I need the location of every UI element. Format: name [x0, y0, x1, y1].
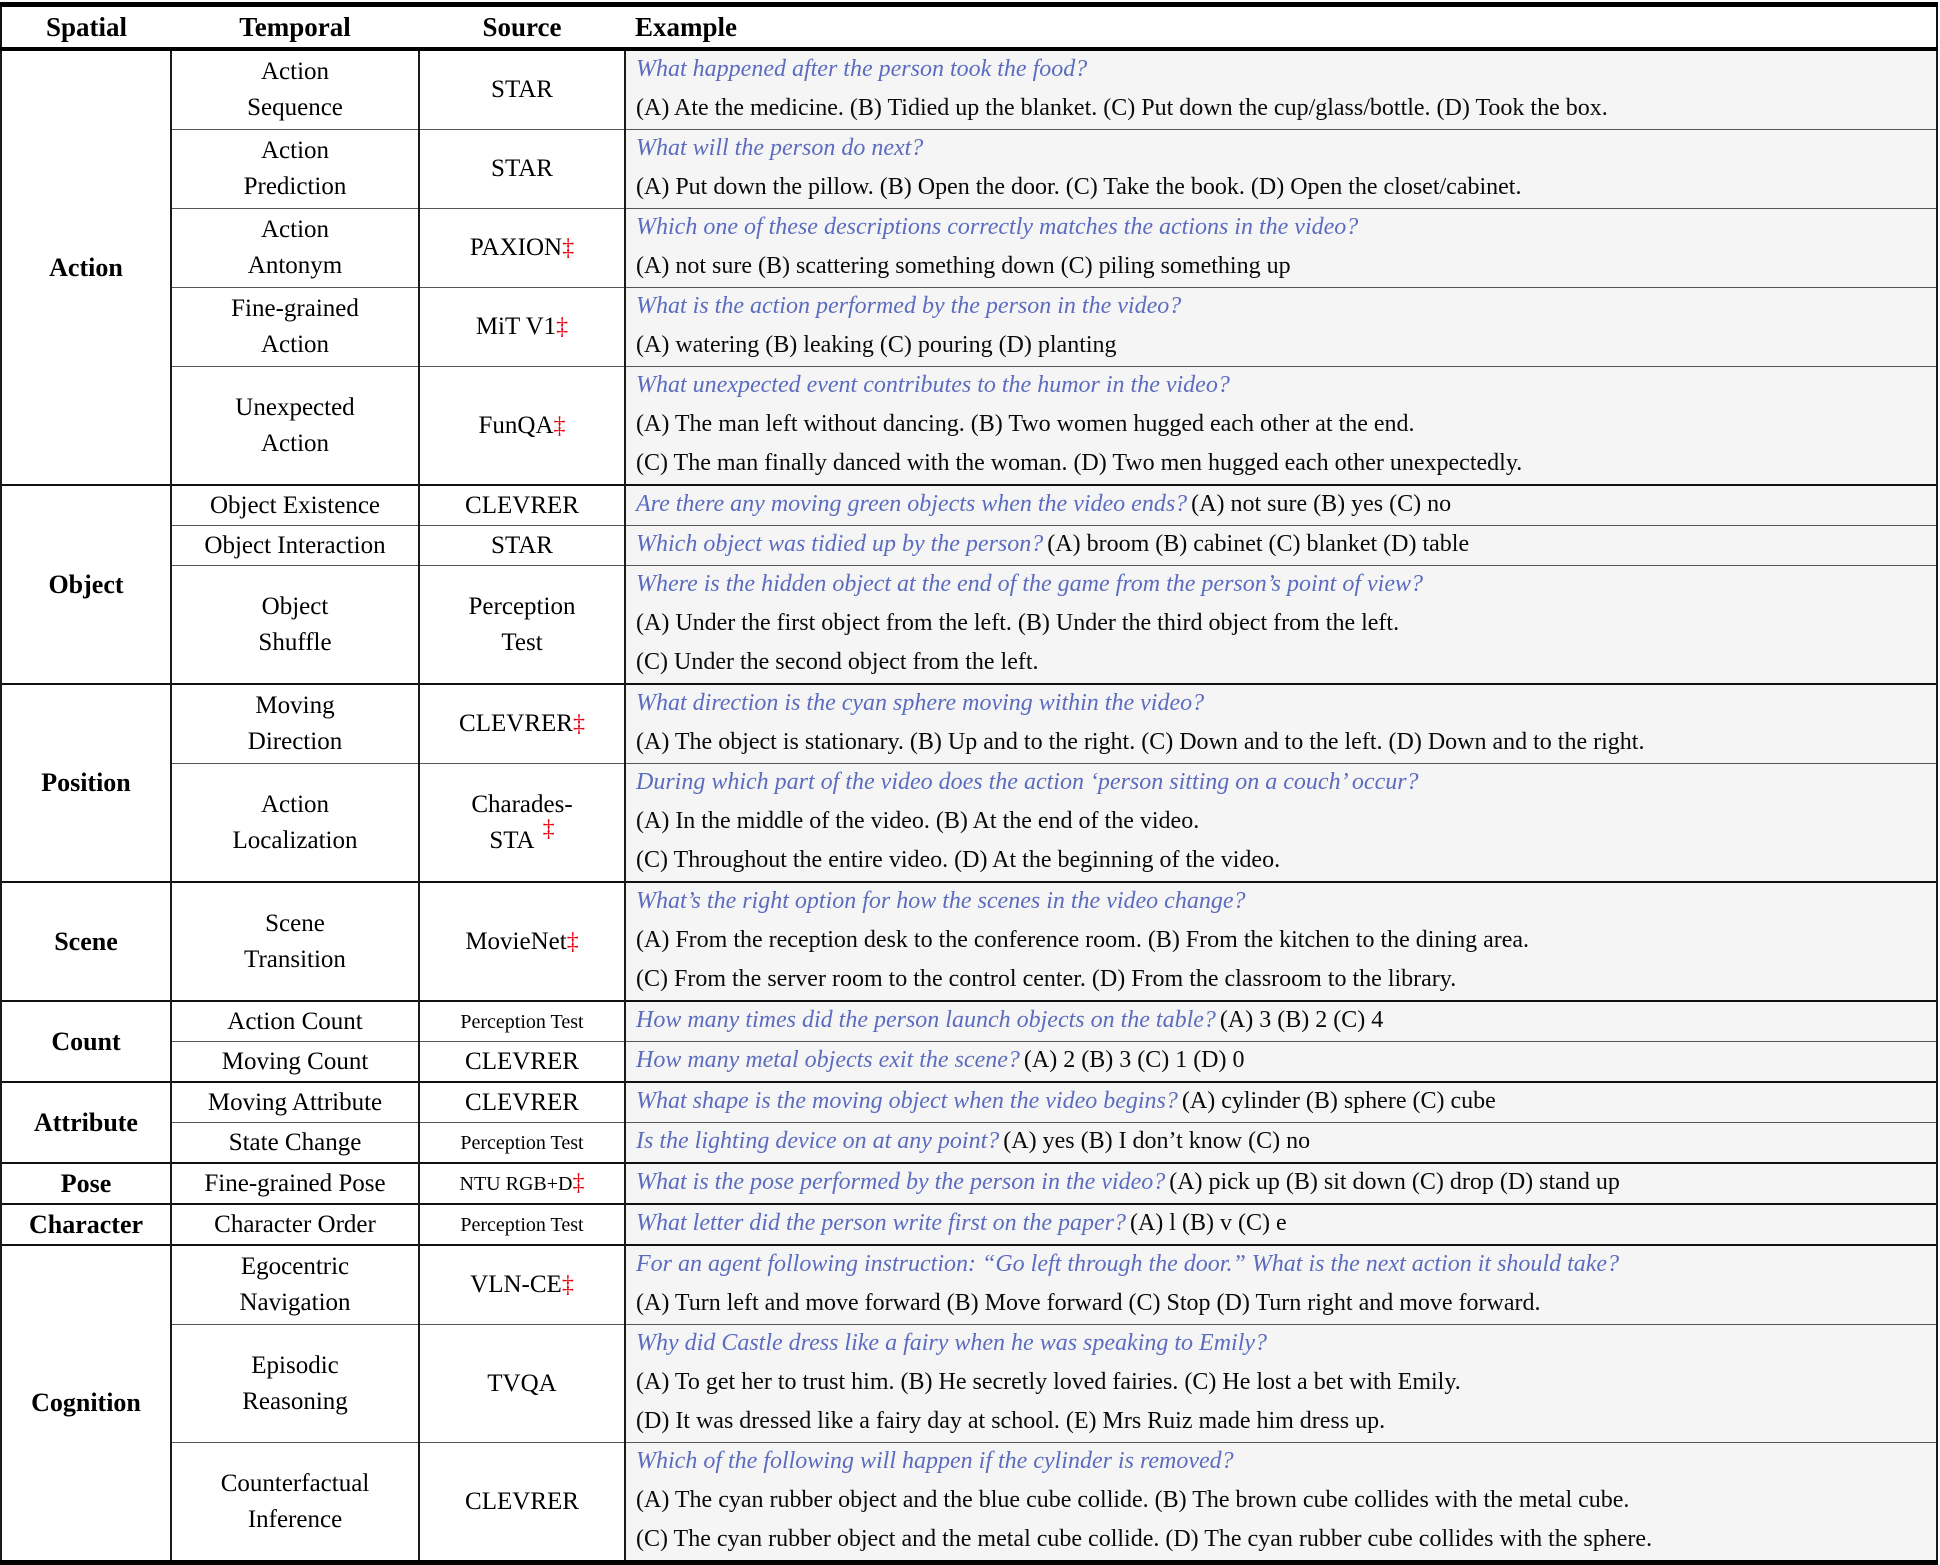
double-dagger-marker: ‡ — [556, 314, 569, 340]
temporal-task-label: Unexpected — [235, 393, 355, 421]
source-dataset-cell — [419, 1163, 625, 1204]
temporal-task-cell — [171, 1204, 419, 1245]
spatial-category-label: Position — [41, 768, 131, 797]
example-line — [636, 1403, 1926, 1442]
source-dataset-label: TVQA — [487, 1369, 557, 1397]
temporal-task-cell — [171, 1123, 419, 1164]
source-dataset-cell — [419, 684, 625, 764]
temporal-task-label: Egocentric — [240, 1253, 350, 1280]
example-answer-options: (A) The object is stationary. (B) Up and to the right. (C) Down and to the left. (D) Down and to the right. — [636, 729, 1645, 755]
example-line — [636, 1364, 1926, 1403]
temporal-task-cell — [171, 684, 419, 764]
example-question: Which one of these descriptions correctly matches the actions in the video? — [636, 214, 1359, 240]
temporal-task-cell — [171, 1082, 419, 1123]
table-row — [1, 1082, 1937, 1123]
temporal-task-label: Object Existence — [209, 491, 381, 519]
table-row — [1, 882, 1937, 1001]
temporal-task-label: Moving Attribute — [207, 1088, 383, 1116]
temporal-task-label: Transition — [244, 945, 346, 973]
table-row — [1, 288, 1937, 367]
table-row — [1, 1325, 1937, 1443]
temporal-task-cell — [171, 1245, 419, 1325]
source-dataset-label: CLEVRER — [465, 1487, 579, 1515]
example-cell — [625, 1443, 1937, 1563]
example-question: What is the action performed by the person in the video? — [636, 293, 1182, 319]
example-cell — [625, 1001, 1937, 1042]
spatial-category-cell — [1, 882, 171, 1001]
example-answer-options: (A) The man left without dancing. (B) Two women hugged each other at the end. — [636, 411, 1415, 437]
example-line — [636, 1246, 1926, 1285]
temporal-task-label: Fine-grained Pose — [204, 1169, 386, 1197]
example-answer-options: (A) Put down the pillow. (B) Open the door. (C) Take the book. (D) Open the closet/cabinet. — [636, 174, 1522, 200]
temporal-task-label: Action Count — [227, 1007, 363, 1035]
temporal-task-label: Sequence — [247, 94, 343, 121]
source-dataset-cell — [419, 1325, 625, 1443]
spatial-category-label: Count — [51, 1026, 121, 1056]
example-answer-options: (C) The man finally danced with the woman. (D) Two men hugged each other unexpectedly. — [636, 450, 1523, 476]
example-cell — [625, 288, 1937, 367]
source-dataset-label: STA ‡ — [420, 823, 624, 859]
task-table-body — [1, 49, 1937, 1563]
temporal-task-cell — [171, 764, 419, 883]
source-dataset-label: MovieNet‡ — [465, 927, 579, 955]
source-dataset-label: FunQA‡ — [478, 411, 566, 439]
example-question: For an agent following instruction: “Go left through the door.” What is the next action it should take? — [636, 1251, 1620, 1277]
example-answer-options: (A) yes (B) I don’t know (C) no — [1003, 1128, 1311, 1154]
table-row — [1, 1123, 1937, 1164]
spatial-category-cell — [1, 1204, 171, 1245]
temporal-task-cell — [171, 1001, 419, 1042]
table-row — [1, 485, 1937, 526]
example-answer-options: (A) not sure (B) yes (C) no — [1191, 491, 1452, 517]
temporal-task-cell — [171, 288, 419, 367]
temporal-task-label: Scene — [265, 909, 325, 937]
example-line — [636, 209, 1926, 248]
example-cell — [625, 684, 1937, 764]
source-dataset-cell — [419, 1123, 625, 1164]
example-question: How many times did the person launch objects on the table? — [636, 1007, 1216, 1033]
example-answer-options: (A) The cyan rubber object and the blue cube collide. (B) The brown cube collides with the metal cube. — [636, 1487, 1630, 1513]
example-line — [636, 685, 1926, 724]
example-answer-options: (A) Under the first object from the left. (B) Under the third object from the left. — [636, 610, 1400, 636]
source-dataset-label: STAR — [491, 155, 553, 182]
example-line — [636, 1521, 1926, 1560]
column-header-example: Example — [625, 5, 1937, 50]
example-cell — [625, 764, 1937, 883]
spatial-category-cell — [1, 1082, 171, 1163]
temporal-task-label: State Change — [228, 1128, 362, 1156]
example-line — [636, 248, 1926, 287]
example-line — [636, 406, 1926, 445]
temporal-task-label: Action — [260, 331, 330, 358]
spatial-category-label: Object — [48, 569, 124, 599]
temporal-task-label: Moving — [255, 692, 335, 719]
example-question: What will the person do next? — [636, 135, 924, 161]
example-question: During which part of the video does the action ‘person sitting on a couch’ occur? — [636, 769, 1419, 795]
table-row — [1, 684, 1937, 764]
source-dataset-label: CLEVRER‡ — [459, 710, 585, 737]
temporal-task-label: Counterfactual — [220, 1469, 370, 1497]
temporal-task-label: Navigation — [239, 1289, 351, 1316]
example-question: What direction is the cyan sphere moving within the video? — [636, 690, 1205, 716]
example-line — [636, 605, 1926, 644]
example-cell — [625, 882, 1937, 1001]
source-dataset-label: NTU RGB+D‡ — [459, 1170, 585, 1196]
example-line — [636, 1443, 1926, 1482]
temporal-task-cell — [171, 367, 419, 486]
table-row — [1, 1245, 1937, 1325]
example-answer-options: (A) To get her to trust him. (B) He secretly loved fairies. (C) He lost a bet with Emily. — [636, 1369, 1461, 1395]
example-answer-options: (A) watering (B) leaking (C) pouring (D) planting — [636, 332, 1117, 358]
example-answer-options: (A) not sure (B) scattering something down (C) piling something up — [636, 253, 1291, 279]
example-cell — [625, 209, 1937, 288]
temporal-task-label: Character Order — [214, 1210, 376, 1238]
temporal-task-label: Moving Count — [221, 1047, 369, 1075]
example-cell — [625, 1163, 1937, 1204]
source-dataset-label: STAR — [491, 531, 553, 559]
example-line — [636, 367, 1926, 406]
benchmark-task-table — [0, 2, 1938, 1565]
example-line — [636, 961, 1926, 1000]
table-row — [1, 130, 1937, 209]
example-line — [636, 169, 1926, 208]
temporal-task-cell — [171, 1325, 419, 1443]
spatial-category-label: Action — [49, 252, 123, 282]
example-answer-options: (C) The cyan rubber object and the metal cube collide. (D) The cyan rubber cube collides with the sphere. — [636, 1526, 1653, 1552]
spatial-category-cell — [1, 1163, 171, 1204]
table-row — [1, 49, 1937, 130]
example-answer-options: (C) Throughout the entire video. (D) At the beginning of the video. — [636, 847, 1281, 873]
source-dataset-label: CLEVRER — [465, 1088, 579, 1116]
example-line — [636, 1083, 1926, 1122]
double-dagger-marker: ‡ — [572, 711, 585, 737]
example-question: Which object was tidied up by the person? — [636, 531, 1044, 557]
temporal-task-label: Inference — [247, 1505, 343, 1533]
temporal-task-cell — [171, 882, 419, 1001]
temporal-task-label: Object — [261, 592, 329, 620]
source-dataset-label: Perception Test — [460, 1010, 584, 1033]
example-question: How many metal objects exit the scene? — [636, 1047, 1020, 1073]
example-line — [636, 51, 1926, 90]
table-row — [1, 1001, 1937, 1042]
example-line — [636, 1123, 1926, 1162]
temporal-task-label: Action — [260, 790, 330, 818]
example-question: Why did Castle dress like a fairy when he was speaking to Emily? — [636, 1330, 1268, 1356]
double-dagger-marker: ‡ — [561, 1272, 574, 1298]
temporal-task-label: Antonym — [247, 252, 343, 279]
spatial-category-cell — [1, 1245, 171, 1563]
source-dataset-cell — [419, 1042, 625, 1083]
table-row — [1, 1443, 1937, 1563]
example-answer-options: (A) l (B) v (C) e — [1129, 1210, 1287, 1236]
example-answer-options: (A) broom (B) cabinet (C) blanket (D) table — [1047, 531, 1470, 557]
column-header-source: Source — [419, 5, 625, 50]
spatial-category-cell — [1, 1001, 171, 1082]
example-cell — [625, 1204, 1937, 1245]
source-dataset-cell — [419, 367, 625, 486]
double-dagger-marker: ‡ — [553, 412, 566, 439]
column-header-spatial: Spatial — [1, 5, 171, 50]
example-question: What letter did the person write first on the paper? — [636, 1210, 1126, 1236]
example-line — [636, 883, 1926, 922]
temporal-task-label: Episodic — [251, 1351, 339, 1379]
example-line — [636, 922, 1926, 961]
source-dataset-label: CLEVRER — [465, 1047, 579, 1075]
source-dataset-label: Perception Test — [460, 1131, 584, 1154]
example-question: What unexpected event contributes to the humor in the video? — [636, 372, 1230, 398]
source-dataset-cell — [419, 1443, 625, 1563]
table-row — [1, 566, 1937, 685]
spatial-category-cell — [1, 49, 171, 485]
source-dataset-label: Perception Test — [460, 1213, 584, 1236]
source-dataset-label: Charades- — [471, 790, 573, 818]
temporal-task-label: Action — [260, 137, 330, 164]
example-line — [636, 1002, 1926, 1041]
header-row — [1, 5, 1937, 50]
temporal-task-label: Shuffle — [258, 628, 332, 656]
source-dataset-cell — [419, 130, 625, 209]
example-question: Which of the following will happen if the cylinder is removed? — [636, 1448, 1234, 1474]
example-line — [636, 724, 1926, 763]
example-question: What shape is the moving object when the video begins? — [636, 1088, 1178, 1114]
example-line — [636, 566, 1926, 605]
example-line — [636, 1325, 1926, 1364]
source-dataset-cell — [419, 566, 625, 685]
source-dataset-cell — [419, 1204, 625, 1245]
temporal-task-cell — [171, 1042, 419, 1083]
temporal-task-label: Reasoning — [242, 1387, 348, 1415]
example-question: Where is the hidden object at the end of the game from the person’s point of view? — [636, 571, 1423, 597]
source-dataset-cell — [419, 1001, 625, 1042]
temporal-task-cell — [171, 566, 419, 685]
example-cell — [625, 367, 1937, 486]
temporal-task-cell — [171, 526, 419, 566]
temporal-task-label: Direction — [247, 728, 343, 755]
example-line — [636, 130, 1926, 169]
source-dataset-cell — [419, 1245, 625, 1325]
source-dataset-label: Perception — [468, 592, 576, 620]
example-cell — [625, 1123, 1937, 1164]
example-question: What is the pose performed by the person in the video? — [636, 1169, 1166, 1195]
table-row — [1, 1204, 1937, 1245]
temporal-task-label: Prediction — [243, 173, 347, 200]
temporal-task-cell — [171, 209, 419, 288]
spatial-category-label: Pose — [60, 1168, 112, 1198]
example-line — [636, 1164, 1926, 1203]
spatial-category-label: Cognition — [31, 1388, 141, 1417]
spatial-category-label: Scene — [54, 926, 118, 956]
spatial-category-cell — [1, 485, 171, 684]
example-line — [636, 288, 1926, 327]
example-answer-options: (A) Ate the medicine. (B) Tidied up the blanket. (C) Put down the cup/glass/bottle. (D) Took the box. — [636, 95, 1608, 121]
source-dataset-label: PAXION‡ — [469, 234, 575, 261]
spatial-category-cell — [1, 684, 171, 882]
example-question: Are there any moving green objects when the video ends? — [636, 491, 1188, 517]
example-cell — [625, 566, 1937, 685]
table-row — [1, 764, 1937, 883]
source-dataset-cell — [419, 882, 625, 1001]
example-cell — [625, 485, 1937, 526]
column-header-temporal: Temporal — [171, 5, 419, 50]
table-row — [1, 1163, 1937, 1204]
temporal-task-label: Action — [260, 216, 330, 243]
example-line — [636, 1482, 1926, 1521]
example-line — [636, 1042, 1926, 1081]
temporal-task-cell — [171, 485, 419, 526]
example-cell — [625, 1042, 1937, 1083]
example-question: What happened after the person took the food? — [636, 56, 1088, 82]
table-row — [1, 367, 1937, 486]
example-answer-options: (A) cylinder (B) sphere (C) cube — [1181, 1088, 1496, 1114]
example-line — [636, 1285, 1926, 1324]
spatial-category-label: Attribute — [34, 1107, 138, 1137]
example-cell — [625, 1082, 1937, 1123]
double-dagger-marker: ‡ — [566, 928, 579, 955]
example-question: What’s the right option for how the scenes in the video change? — [636, 888, 1246, 914]
temporal-task-label: Object Interaction — [204, 531, 386, 559]
example-line — [636, 327, 1926, 366]
example-line — [636, 644, 1926, 683]
source-dataset-label: Test — [501, 628, 543, 656]
temporal-task-cell — [171, 1443, 419, 1563]
example-line — [636, 486, 1926, 525]
source-dataset-label: VLN-CE‡ — [470, 1271, 574, 1298]
source-dataset-cell — [419, 764, 625, 883]
double-dagger-marker: ‡ — [572, 1170, 585, 1196]
example-answer-options: (C) Under the second object from the left. — [636, 649, 1039, 675]
example-answer-options: (C) From the server room to the control center. (D) From the classroom to the library. — [636, 966, 1457, 992]
table-row — [1, 1042, 1937, 1083]
example-question: Is the lighting device on at any point? — [636, 1128, 1000, 1154]
example-line — [636, 526, 1926, 565]
example-line — [636, 803, 1926, 842]
temporal-task-label: Action — [260, 429, 330, 457]
example-cell — [625, 1325, 1937, 1443]
temporal-task-cell — [171, 1163, 419, 1204]
example-line — [636, 764, 1926, 803]
temporal-task-label: Action — [260, 58, 330, 85]
temporal-task-cell — [171, 130, 419, 209]
source-dataset-cell — [419, 49, 625, 130]
example-answer-options: (A) 2 (B) 3 (C) 1 (D) 0 — [1023, 1047, 1245, 1073]
example-line — [636, 1205, 1926, 1244]
source-dataset-label: MiT V1‡ — [475, 313, 569, 340]
example-cell — [625, 526, 1937, 566]
example-answer-options: (A) In the middle of the video. (B) At the end of the video. — [636, 808, 1200, 834]
example-cell — [625, 49, 1937, 130]
table-row — [1, 209, 1937, 288]
temporal-task-label: Fine-grained — [231, 295, 359, 322]
source-dataset-label: CLEVRER — [465, 491, 579, 519]
example-answer-options: (A) Turn left and move forward (B) Move forward (C) Stop (D) Turn right and move forward. — [636, 1290, 1541, 1316]
example-answer-options: (D) It was dressed like a fairy day at school. (E) Mrs Ruiz made him dress up. — [636, 1408, 1386, 1434]
temporal-task-label: Localization — [232, 826, 358, 854]
double-dagger-marker: ‡ — [542, 815, 555, 842]
double-dagger-marker: ‡ — [562, 235, 575, 261]
source-dataset-cell — [419, 526, 625, 566]
example-answer-options: (A) 3 (B) 2 (C) 4 — [1219, 1007, 1384, 1033]
source-dataset-cell — [419, 209, 625, 288]
example-line — [636, 842, 1926, 881]
example-cell — [625, 130, 1937, 209]
source-dataset-cell — [419, 288, 625, 367]
source-dataset-label: STAR — [491, 76, 553, 103]
source-dataset-cell — [419, 1082, 625, 1123]
example-cell — [625, 1245, 1937, 1325]
spatial-category-label: Character — [28, 1209, 144, 1239]
source-dataset-cell — [419, 485, 625, 526]
example-answer-options: (A) pick up (B) sit down (C) drop (D) stand up — [1169, 1169, 1620, 1195]
example-line — [636, 445, 1926, 484]
temporal-task-cell — [171, 49, 419, 130]
table-row — [1, 526, 1937, 566]
example-answer-options: (A) From the reception desk to the conference room. (B) From the kitchen to the dining area. — [636, 927, 1530, 953]
example-line — [636, 90, 1926, 129]
